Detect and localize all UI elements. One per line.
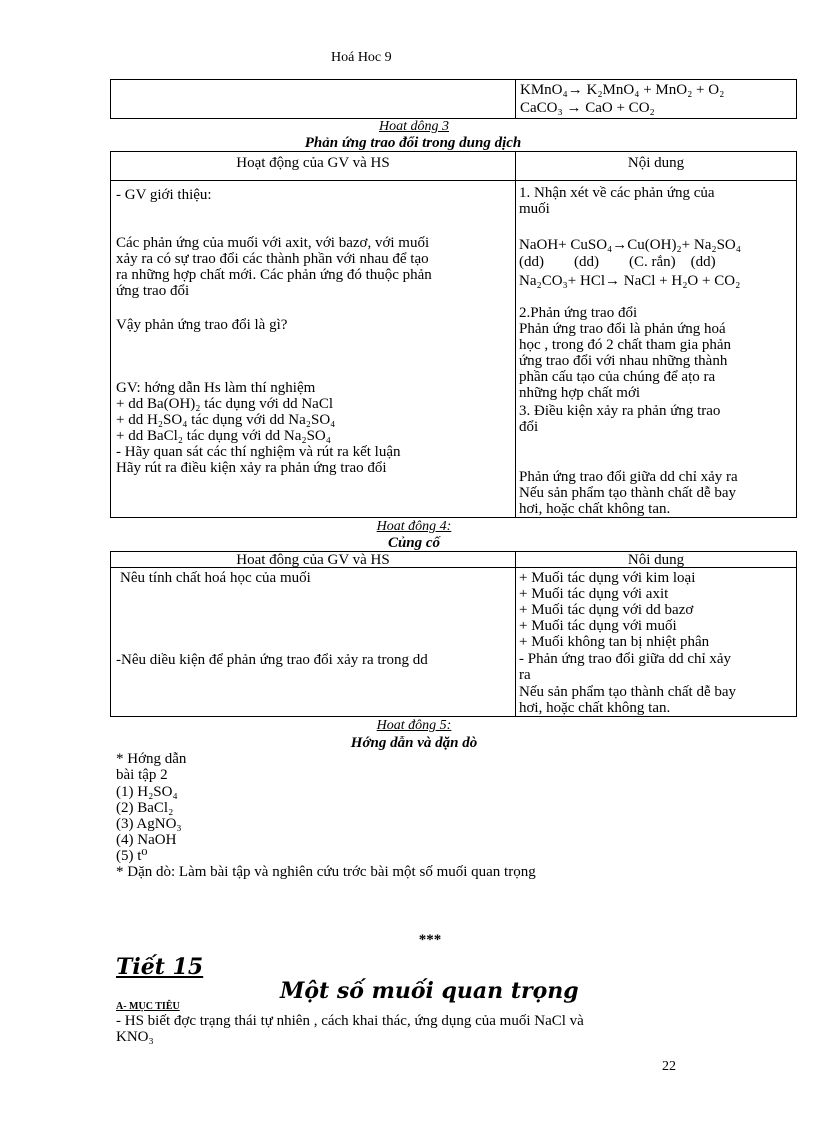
a5-line: * Dặn dò: Làm bài tập và nghiên cứu trớc bài một số muối quan trọng (116, 864, 536, 880)
a4-left-line: -Nêu diều kiện để phản ứng trao đổi xảy ra trong dd (116, 652, 428, 668)
a3-right-line: 1. Nhận xét về các phản ứng của (519, 185, 715, 201)
a3-right-line: hơi, hoặc chất không tan. (519, 501, 671, 517)
activity5-title: Hớng dẫn và dặn dò (350, 735, 478, 751)
top-table-left-cell (110, 79, 516, 119)
activity4-title: Củng cố (387, 535, 441, 551)
a3-right-line: Phản ứng trao đổi giữa dd chỉ xảy ra (519, 469, 738, 485)
a3-right-line: Nếu sản phẩm tạo thành chất dễ bay (519, 485, 737, 501)
a3-left-line: Hãy rút ra điều kiện xảy ra phản ứng trao đổi (116, 460, 387, 476)
a3-right-line: đổi (519, 419, 539, 435)
a3-left-line: ra những hợp chất mới. Các phản ứng đó thuộc phản (116, 267, 432, 283)
a4-right-line: + Muối tác dụng với dd bazơ (519, 602, 694, 618)
equation-kmno4: KMnO₄→ K₂MnO₄ + MnO₂ + O₂ (520, 82, 725, 98)
a3-left-line: GV: hớng dẫn Hs làm thí nghiệm (116, 380, 316, 396)
a3-right-line: NaOH+ CuSO₄→Cu(OH)₂+ Na₂SO₄ (519, 237, 741, 253)
equation-caco3: CaCO₃ → CaO + CO₂ (520, 100, 655, 116)
a3-left-line: + dd H₂SO₄ tác dụng với dd Na₂SO₄ (116, 412, 336, 428)
a5-line: (4) NaOH (116, 832, 177, 848)
objective-line: - HS biết đợc trạng thái tự nhiên , cách khai thác, ứng dụng của muối NaCl và (116, 1013, 584, 1029)
a3-left-line: ứng trao đổi (116, 283, 190, 299)
a3-right-line: phần cấu tạo của chúng để aṭo ra (519, 369, 716, 385)
a3-right-line: 3. Điều kiện xảy ra phản ứng trao (519, 403, 721, 419)
a4-right-line: + Muối tác dụng với kim loại (519, 570, 696, 586)
activity5-label: Hoat đông 5: (376, 718, 452, 733)
separator: *** (418, 932, 442, 948)
a5-line: bài tập 2 (116, 767, 168, 783)
a4-right-line: Nếu sản phẩm tạo thành chất dễ bay (519, 684, 737, 700)
a3-right-line: học , trong đó 2 chất tham gia phản (519, 337, 732, 353)
section-heading: A- MỤC TIÊU (116, 1001, 180, 1012)
a3-right-line: Phản ứng trao đổi là phản ứng hoá (519, 321, 726, 337)
lesson-number: Tiết 15 (116, 954, 204, 980)
a3-right-line: (dd) (dd) (C. rắn) (dd) (519, 254, 716, 270)
a5-line: * Hớng dẫn (116, 751, 187, 767)
objective-line: KNO₃ (116, 1029, 154, 1045)
activity3-col-right: Nội dung (627, 155, 685, 171)
a4-right-line: + Muối tác dụng với axit (519, 586, 669, 602)
activity3-label: Hoat dông 3 (379, 119, 449, 134)
page-number: 22 (662, 1059, 676, 1074)
a3-left-line: + dd BaCl₂ tác dụng với dd Na₂SO₄ (116, 428, 331, 444)
a5-line: (3) AgNO₃ (116, 816, 182, 832)
activity3-col-left: Hoạt động của GV và HS (236, 155, 390, 171)
a3-left-line: Vậy phản ứng trao đổi là gì? (116, 317, 288, 333)
running-title: Hoá Hoc 9 (331, 50, 392, 65)
activity4-label: Hoat đông 4: (376, 519, 452, 534)
a3-right-line: muối (519, 201, 550, 217)
a4-left-line: Nêu tính chất hoá học của muối (120, 570, 311, 586)
a5-line: (1) H₂SO₄ (116, 784, 178, 800)
a4-right-line: hơi, hoặc chất không tan. (519, 700, 671, 716)
a3-right-line: 2.Phản ứng trao đổi (519, 305, 638, 321)
a5-line: (2) BaCl₂ (116, 800, 174, 816)
activity4-col-right: Nôi dung (627, 552, 685, 568)
a3-right-line: những hợp chất mới (519, 385, 641, 401)
lesson-title: Một số muối quan trọng (280, 978, 579, 1004)
a4-right-line: - Phản ứng trao đổi giữa dd chỉ xảy (519, 651, 732, 667)
activity3-title: Phản ứng trao đổi trong dung dịch (304, 135, 522, 151)
activity4-body-left (110, 567, 516, 717)
a4-right-line: ra (519, 667, 531, 683)
a3-left-line: + dd Ba(OH)₂ tác dụng với dd NaCl (116, 396, 334, 412)
a3-left-line: Các phản ứng của muối với axit, với bazơ, với muối (116, 235, 430, 251)
a3-right-line: ứng trao đổi với nhau những thành (519, 353, 728, 369)
a3-left-line: - Hãy quan sát các thí nghiệm và rút ra kết luận (116, 444, 401, 460)
a5-line: (5) t⁰ (116, 848, 148, 864)
a3-right-line: Na₂CO₃+ HCl→ NaCl + H₂O + CO₂ (519, 273, 741, 289)
activity4-col-left: Hoat đông của GV và HS (236, 552, 390, 568)
a3-left-line: xảy ra có sự trao đổi các thành phần với nhau để tạo (116, 251, 429, 267)
a4-right-line: + Muối không tan bị nhiệt phân (519, 634, 710, 650)
a3-left-line: - GV giới thiệu: (116, 187, 212, 203)
a4-right-line: + Muối tác dụng với muối (519, 618, 677, 634)
